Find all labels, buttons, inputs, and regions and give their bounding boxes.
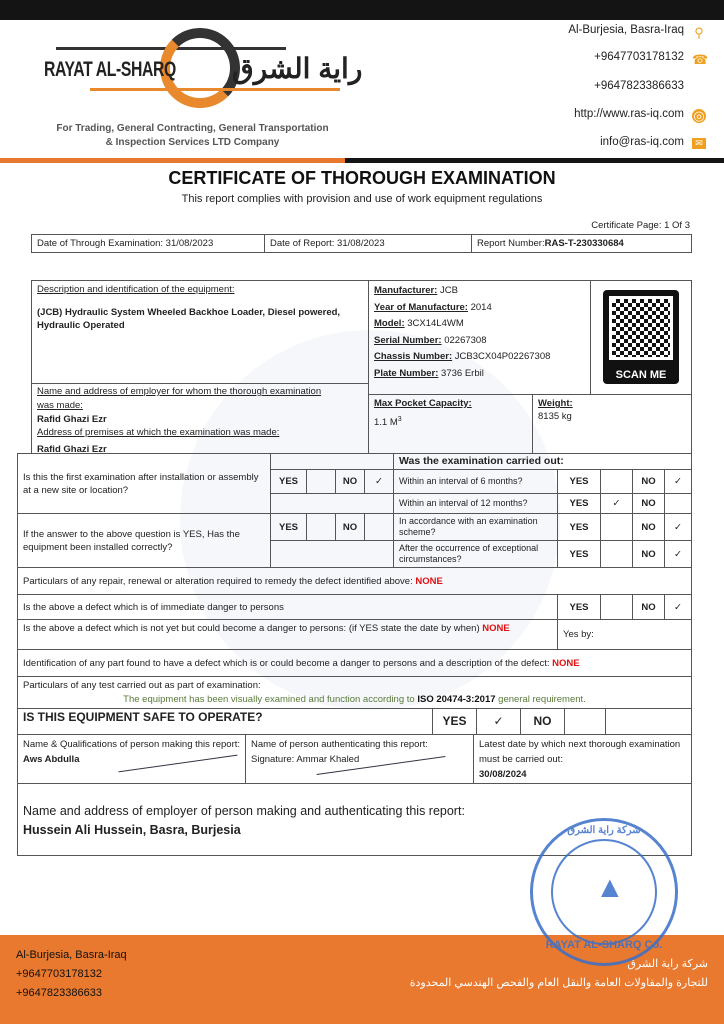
spec-label: Year of Manufacture: <box>374 301 468 313</box>
auth-label: Name of person authenticating this report: <box>251 739 428 750</box>
company-stamp <box>530 818 678 966</box>
employer-value: Rafid Ghazi Ezr <box>37 414 107 425</box>
footer-address: Al-Burjesia, Basra-Iraq <box>16 949 127 961</box>
next-exam-cell <box>473 734 692 784</box>
carried-no-checkbox[interactable]: ✓ <box>664 540 692 568</box>
report-number <box>471 234 692 253</box>
spec-label: Manufacturer: <box>374 285 438 296</box>
spec-label: Plate Number: <box>374 367 439 379</box>
blank <box>605 708 692 735</box>
employer-section <box>31 383 369 454</box>
carried-question: Within an interval of 6 months? <box>393 469 558 494</box>
employer-auth-label: Name and address of employer of person making and authenticating this report: <box>23 804 465 818</box>
iso-standard: ISO 20474-3:2017 <box>417 694 496 705</box>
maker-label: Name & Qualifications of person making this report: <box>23 739 241 750</box>
auth-signature: Signature: Ammar Khaled <box>251 754 360 765</box>
qr-code[interactable] <box>603 290 679 384</box>
next-exam-date: 30/08/2024 <box>479 769 527 780</box>
header-stripe <box>345 158 724 163</box>
carried-no-label: NO <box>632 493 665 514</box>
contact-phone: +9647703178132 <box>594 51 684 63</box>
contact-email[interactable]: info@ras-iq.com <box>600 136 684 148</box>
could-danger-label: Is the above a defect which is not yet but could become a danger to persons: (if YES state the date by when) <box>23 623 483 634</box>
test-text <box>23 693 686 707</box>
footer-arabic-line: شركة راية الشرق <box>627 958 708 970</box>
spec-model <box>374 316 585 333</box>
desc-label: Description and identification of the equipment: <box>37 284 235 295</box>
carried-yes-checkbox[interactable] <box>600 469 633 494</box>
capacity-cell <box>368 394 533 454</box>
certificate-page: Certificate Page: 1 Of 3 <box>591 220 690 231</box>
page-title: CERTIFICATE OF THOROUGH EXAMINATION <box>168 168 556 188</box>
could-danger-row <box>17 619 558 650</box>
carried-yes-checkbox[interactable] <box>600 540 633 568</box>
phone-icon: ☎ <box>692 52 709 67</box>
spec-label: Chassis Number: <box>374 351 453 362</box>
identification-value: NONE <box>552 657 580 669</box>
carried-yes-checkbox[interactable]: ✓ <box>600 493 633 514</box>
spec-value: 3736 Erbil <box>441 367 484 379</box>
report-number-label: Report Number: <box>477 238 545 249</box>
carried-question: Within an interval of 12 months? <box>393 493 558 514</box>
yes-by-field[interactable]: Yes by: <box>557 619 692 650</box>
footer-contacts <box>16 946 127 1003</box>
contact-address: Al-Burjesia, Basra-Iraq <box>568 24 684 36</box>
equipment-description <box>31 280 369 384</box>
capacity-value-wrap <box>374 413 527 429</box>
tagline <box>40 122 345 150</box>
q2-no-checkbox[interactable] <box>364 513 394 541</box>
blank <box>270 540 394 568</box>
weight-value: 8135 kg <box>538 411 572 422</box>
mail-icon: ✉ <box>692 138 706 149</box>
carried-question: In accordance with an examination scheme? <box>393 513 558 541</box>
spec-value: JCB3CX04P02267308 <box>454 351 551 362</box>
immediate-no-checkbox[interactable]: ✓ <box>664 594 692 620</box>
spec-year <box>374 300 585 317</box>
q1-no-checkbox[interactable]: ✓ <box>364 469 394 494</box>
spec-value: 02267308 <box>444 334 487 346</box>
maker-name: Aws Abdulla <box>23 754 80 765</box>
footer-phone: +9647703178132 <box>16 968 102 980</box>
premises-value: Rafid Ghazi Ezr <box>37 444 107 455</box>
equipment-specs <box>368 280 591 395</box>
top-bar <box>0 0 724 20</box>
immediate-yes-checkbox[interactable] <box>600 594 633 620</box>
safe-yes-label: YES <box>432 708 477 735</box>
premises-label: Address of premises at which the examination was made: <box>37 427 280 438</box>
carried-no-checkbox[interactable]: ✓ <box>664 469 692 494</box>
spec-plate <box>374 366 585 383</box>
qr-code-icon <box>609 296 673 360</box>
repair-value: NONE <box>415 575 443 587</box>
capacity-unit-sup: 3 <box>397 416 402 423</box>
location-pin-icon: ⚲ <box>694 25 704 40</box>
carried-yes-label: YES <box>557 469 601 494</box>
spec-chassis <box>374 349 585 366</box>
safe-no-label: NO <box>520 708 565 735</box>
carried-no-checkbox[interactable] <box>664 493 692 514</box>
q1-yes-label: YES <box>270 469 307 494</box>
immediate-danger-label: Is the above a defect which is of immediate danger to persons <box>17 594 558 620</box>
employer-auth-value: Hussein Ali Hussein, Basra, Burjesia <box>23 823 241 837</box>
stamp-text: RAYAT AL-SHARQ Co. <box>545 939 663 951</box>
logo-line <box>90 88 340 91</box>
carried-yes-label: YES <box>557 540 601 568</box>
identification-row <box>17 649 692 677</box>
capacity-label: Max Pocket Capacity: <box>374 398 472 409</box>
spec-value: JCB <box>439 285 458 296</box>
weight-cell <box>532 394 692 454</box>
stamp-arabic: شركة راية الشرق <box>567 825 641 836</box>
carried-yes-label: YES <box>557 493 601 514</box>
carried-no-label: NO <box>632 469 665 494</box>
repair-label: Particulars of any repair, renewal or alteration required to remedy the defect identified above: <box>23 575 413 587</box>
footer-arabic-line: للتجارة والمقاولات العامة والنقل العام والفحص الهندسي المحدودة <box>409 977 708 989</box>
tagline-line: For Trading, General Contracting, General Transportation <box>56 123 329 134</box>
test-text-part: The equipment has been visually examined and function according to <box>123 694 418 705</box>
exam-date: Date of Through Examination: 31/08/2023 <box>31 234 265 253</box>
globe-icon: ◎ <box>693 108 705 123</box>
logo-arabic: راية الشرق <box>232 53 363 84</box>
report-maker-cell <box>17 734 246 784</box>
test-label: Particulars of any test carried out as part of examination: <box>23 680 261 691</box>
footer-phone: +9647823386633 <box>16 987 102 999</box>
contact-phone: +9647823386633 <box>594 80 684 92</box>
carried-no-checkbox[interactable]: ✓ <box>664 513 692 541</box>
blank <box>270 453 394 470</box>
spec-label: Serial Number: <box>374 334 442 346</box>
oil-pump-icon: ▲ <box>595 871 625 904</box>
carried-out-title: Was the examination carried out: <box>393 453 692 470</box>
subtitle: This report complies with provision and use of work equipment regulations <box>181 193 543 205</box>
spec-value: 2014 <box>470 301 492 313</box>
repair-row <box>17 567 692 595</box>
employer-label: Name and address of employer for whom the thorough examination was made: <box>37 386 322 411</box>
could-danger-value: NONE <box>482 623 510 634</box>
test-text-part: general requirement. <box>495 694 586 705</box>
test-row <box>17 676 692 709</box>
capacity-value: 1.1 M <box>374 417 398 429</box>
contact-website[interactable]: http://www.ras-iq.com <box>574 108 684 120</box>
immediate-no-label: NO <box>632 594 665 620</box>
spec-label: Model: <box>374 318 405 329</box>
spec-serial <box>374 333 585 350</box>
header-stripe <box>0 158 345 163</box>
safe-to-operate-label: IS THIS EQUIPMENT SAFE TO OPERATE? <box>17 708 433 735</box>
blank <box>270 493 394 514</box>
report-date: Date of Report: 31/08/2023 <box>264 234 472 253</box>
logo-text: RAYAT AL-SHARQ <box>44 58 176 81</box>
identification-label: Identification of any part found to have a defect which is or could become a danger to persons and a description of the defect: <box>23 657 550 669</box>
desc-value: (JCB) Hydraulic System Wheeled Backhoe Loader, Diesel powered, Hydraulic Operated <box>37 307 341 331</box>
carried-no-label: NO <box>632 513 665 541</box>
spec-manufacturer <box>374 283 585 300</box>
q1-yes-checkbox[interactable] <box>306 469 336 494</box>
tagline-line: & Inspection Services LTD Company <box>105 137 280 148</box>
safe-yes-checkbox[interactable]: ✓ <box>476 708 521 735</box>
first-exam-question: Is this the first examination after installation or assembly at a new site or location? <box>17 453 271 514</box>
q2-no-label: NO <box>335 513 365 541</box>
q2-yes-checkbox[interactable] <box>306 513 336 541</box>
carried-yes-label: YES <box>557 513 601 541</box>
safe-no-checkbox[interactable] <box>564 708 606 735</box>
qr-label: SCAN ME <box>615 369 667 381</box>
q2-yes-label: YES <box>270 513 307 541</box>
q1-no-label: NO <box>335 469 365 494</box>
footer-arabic <box>410 955 708 993</box>
carried-yes-checkbox[interactable] <box>600 513 633 541</box>
spec-value: 3CX14L4WM <box>407 318 464 329</box>
immediate-yes-label: YES <box>557 594 601 620</box>
report-number-value: RAS-T-230330684 <box>544 238 624 249</box>
next-exam-label: Latest date by which next thorough examination must be carried out: <box>479 739 681 765</box>
authenticator-cell <box>245 734 474 784</box>
weight-label: Weight: <box>538 398 573 409</box>
carried-no-label: NO <box>632 540 665 568</box>
carried-question: After the occurrence of exceptional circumstances? <box>393 540 558 568</box>
installed-correctly-question: If the answer to the above question is YES, Has the equipment been installed correctly? <box>17 513 271 568</box>
